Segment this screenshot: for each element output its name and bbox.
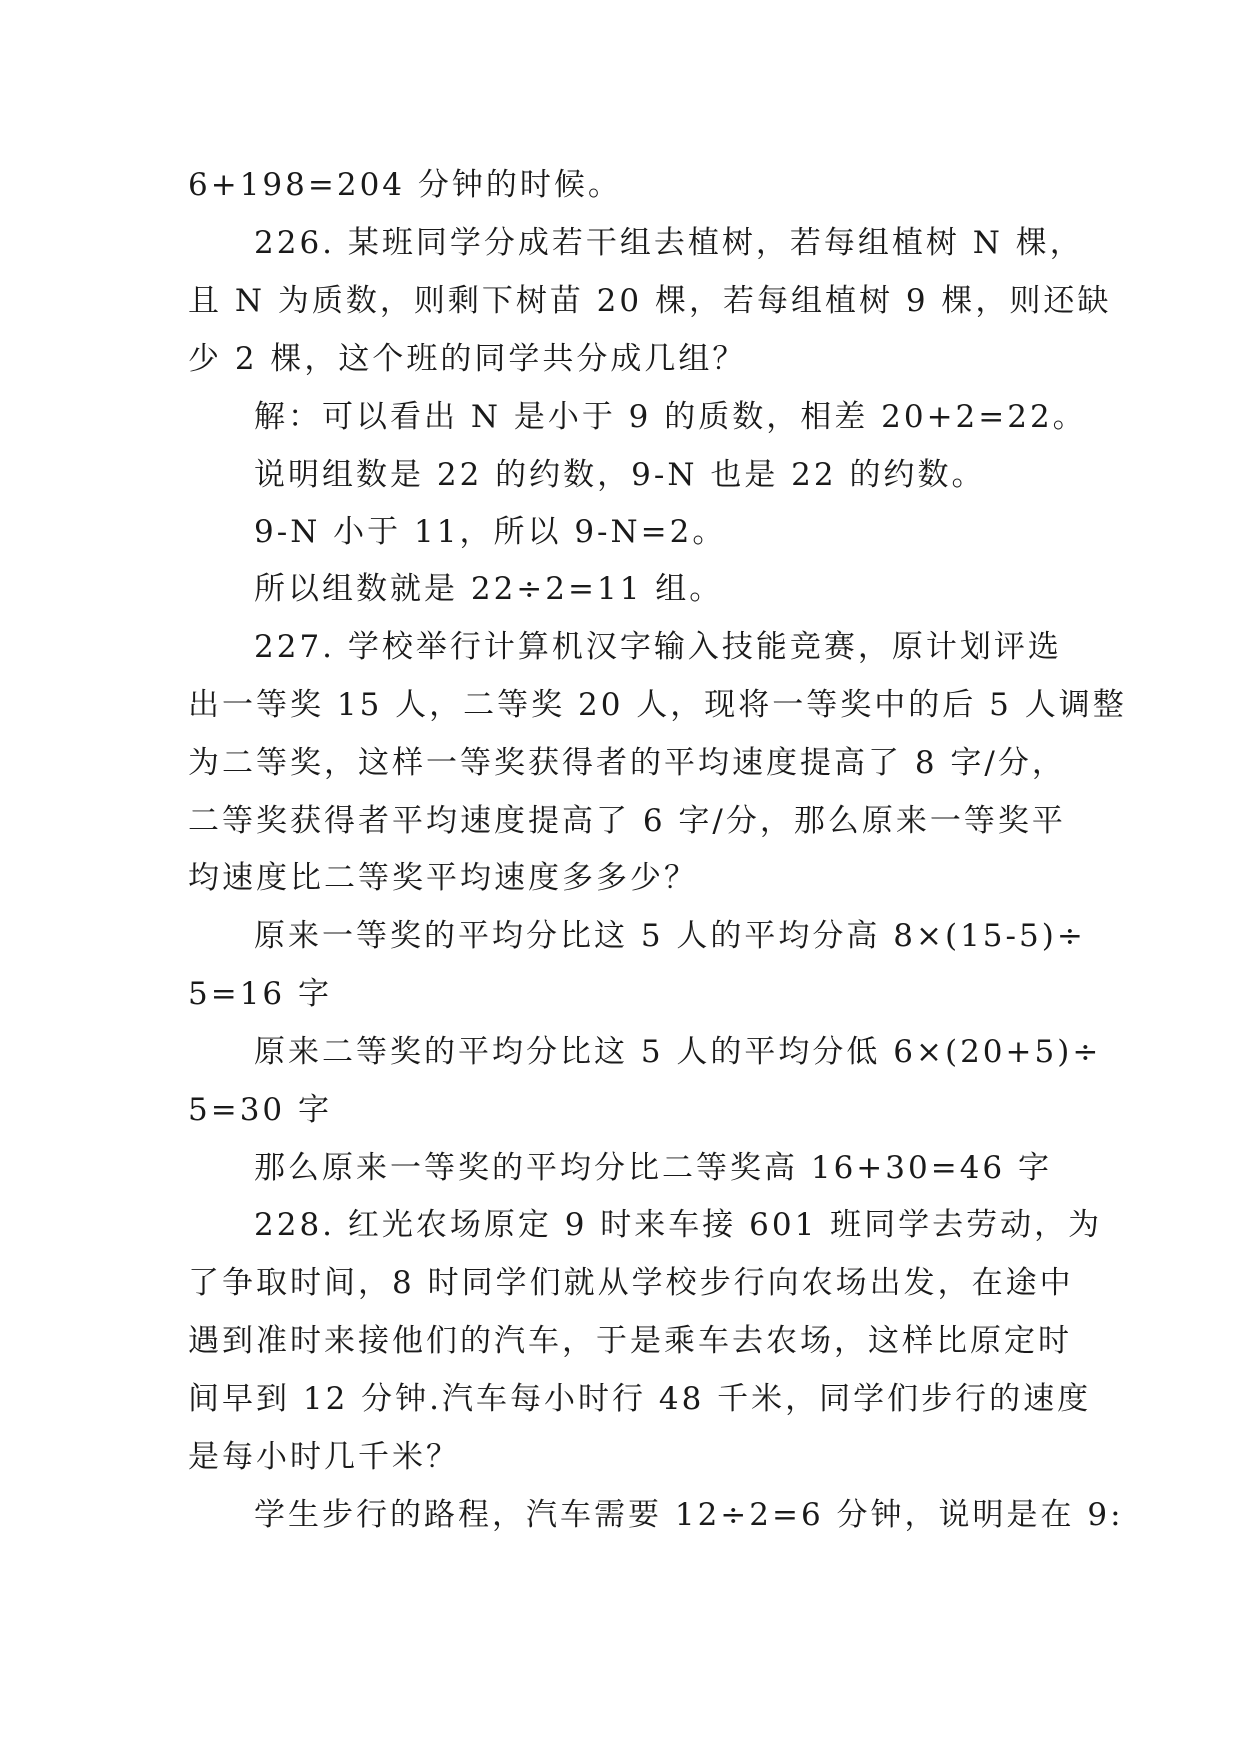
text-line: 二等奖获得者平均速度提高了 6 字/分，那么原来一等奖平 [188,803,1066,839]
text-line: 且 N 为质数，则剩下树苗 20 棵，若每组植树 9 棵，则还缺 [188,283,1112,319]
solution-line: 5=16 字 [188,976,332,1012]
solution-line: 9-N 小于 11，所以 9-N=2。 [254,514,727,550]
question-226-line: 226. 某班同学分成若干组去植树，若每组植树 N 棵， [254,225,1084,261]
solution-line: 原来一等奖的平均分比这 5 人的平均分高 8×(15-5)÷ [254,918,1086,954]
text-line: 均速度比二等奖平均速度多多少？ [188,860,698,896]
text-line: 是每小时几千米？ [188,1439,460,1475]
solution-line: 5=30 字 [188,1092,332,1128]
solution-line: 解：可以看出 N 是小于 9 的质数，相差 20+2=22。 [254,399,1087,435]
text-line: 遇到准时来接他们的汽车，于是乘车去农场，这样比原定时 [188,1323,1072,1359]
text-line: 6+198=204 分钟的时候。 [188,167,622,203]
solution-line: 所以组数就是 22÷2=11 组。 [254,571,724,607]
text-line: 少 2 棵，这个班的同学共分成几组？ [188,341,747,377]
solution-line: 原来二等奖的平均分比这 5 人的平均分低 6×(20+5)÷ [254,1034,1102,1070]
text-line: 间早到 12 分钟.汽车每小时行 48 千米，同学们步行的速度 [188,1381,1092,1417]
solution-line: 那么原来一等奖的平均分比二等奖高 16+30=46 字 [254,1150,1052,1186]
question-228-line: 228. 红光农场原定 9 时来车接 601 班同学去劳动，为 [254,1207,1103,1243]
question-227-line: 227. 学校举行计算机汉字输入技能竞赛，原计划评选 [254,629,1062,665]
solution-line: 学生步行的路程，汽车需要 12÷2=6 分钟，说明是在 9: [254,1497,1124,1533]
solution-line: 说明组数是 22 的约数，9-N 也是 22 的约数。 [254,457,986,493]
text-line: 出一等奖 15 人，二等奖 20 人，现将一等奖中的后 5 人调整 [188,687,1127,723]
text-line: 为二等奖，这样一等奖获得者的平均速度提高了 8 字/分， [188,745,1066,781]
text-line: 了争取时间，8 时同学们就从学校步行向农场出发，在途中 [188,1265,1074,1301]
